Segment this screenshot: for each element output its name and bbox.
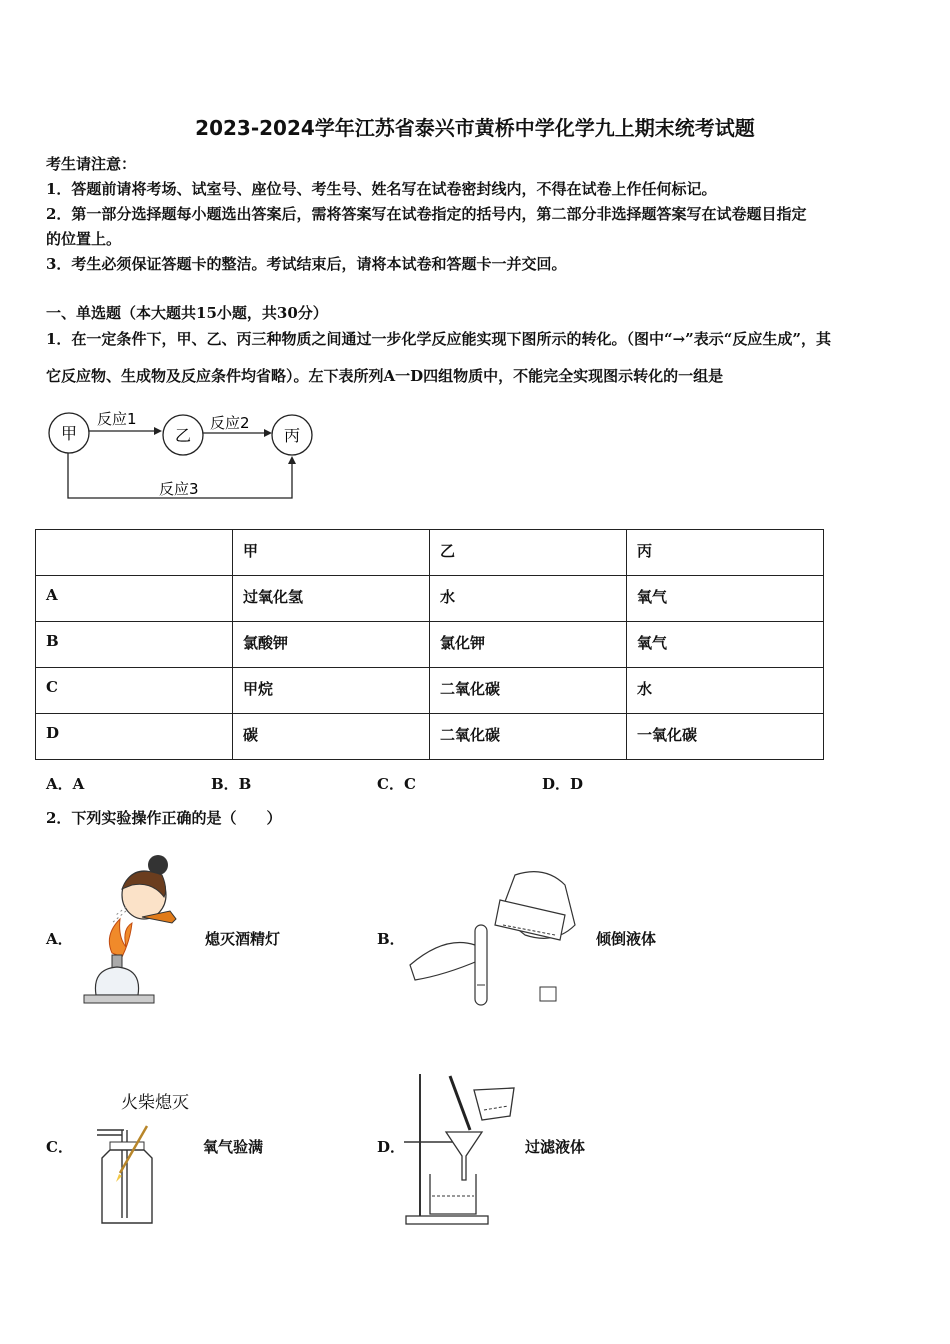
q2-option-b-caption: 倾倒液体 xyxy=(596,930,657,948)
table-cell: A xyxy=(36,576,233,622)
q1-option-a[interactable]: A．A xyxy=(46,775,85,793)
q2-stem: 2．下列实验操作正确的是（ ） xyxy=(46,809,282,827)
table-row xyxy=(36,714,824,760)
q1-option-c[interactable]: C．C xyxy=(377,775,416,793)
table-cell: 氧气 xyxy=(627,622,824,668)
notice-item: 3．考生必须保证答题卡的整洁。考试结束后，请将本试卷和答题卡一并交回。 xyxy=(46,255,567,273)
table-cell: 氧气 xyxy=(627,576,824,622)
node-bing: 丙 xyxy=(283,426,301,445)
page-title: 2023-2024学年江苏省泰兴市黄桥中学化学九上期末统考试题 xyxy=(195,116,755,140)
test-tube xyxy=(475,925,487,1005)
q1-option-b[interactable]: B．B xyxy=(211,775,252,793)
table-cell: 二氧化碳 xyxy=(430,668,627,714)
lamp-base xyxy=(84,995,154,1003)
label-r1: 反应1 xyxy=(97,410,137,428)
arrowhead-2 xyxy=(264,429,272,437)
table-cell: B xyxy=(36,622,233,668)
q2-option-c-note: 火柴熄灭 xyxy=(121,1093,189,1113)
lamp-body xyxy=(95,967,138,995)
table-cell: 甲 xyxy=(233,530,430,576)
match-tip xyxy=(116,1174,122,1182)
stand-base xyxy=(406,1216,488,1224)
node-yi: 乙 xyxy=(174,426,192,445)
q1-stem-line1: 1．在一定条件下，甲、乙、丙三种物质之间通过一步化学反应能实现下图所示的转化。（图中“→”表示“反应生成”，其 xyxy=(46,330,832,348)
label-r2: 反应2 xyxy=(210,414,250,432)
table-cell: C xyxy=(36,668,233,714)
q1-table xyxy=(35,529,824,760)
table-cell: 甲烷 xyxy=(233,668,430,714)
pouring-illustration xyxy=(405,855,590,1015)
q2-option-c-caption: 氧气验满 xyxy=(203,1138,264,1156)
table-cell: 二氧化碳 xyxy=(430,714,627,760)
table-cell: 氯酸钾 xyxy=(233,622,430,668)
filtration-illustration xyxy=(400,1070,525,1230)
table-header-row xyxy=(36,530,824,576)
alcohol-lamp-illustration xyxy=(72,845,197,1010)
gas-bottle-illustration xyxy=(92,1118,162,1228)
arrowhead-3 xyxy=(288,456,296,464)
table-row xyxy=(36,668,824,714)
label-r3: 反应3 xyxy=(159,480,199,498)
section-heading: 一、单选题（本大题共15小题，共30分） xyxy=(46,304,328,322)
bottle-neck xyxy=(110,1142,144,1150)
node-jia: 甲 xyxy=(60,424,78,443)
bottle-stopper xyxy=(540,987,556,1001)
table-cell: 水 xyxy=(627,668,824,714)
pouring-beaker xyxy=(474,1088,514,1120)
notice-item: 2．第一部分选择题每小题选出答案后，需将答案写在试卷指定的括号内，第二部分非选择题答案写在试卷题目指定 xyxy=(46,205,807,223)
table-cell: 过氧化氢 xyxy=(233,576,430,622)
table-cell: 氯化钾 xyxy=(430,622,627,668)
q2-option-b-letter[interactable]: B． xyxy=(377,930,405,948)
glass-rod xyxy=(450,1076,470,1130)
q1-option-d[interactable]: D．D xyxy=(542,775,584,793)
receiving-beaker xyxy=(430,1174,476,1214)
arrowhead-1 xyxy=(154,427,162,435)
breath-line xyxy=(116,907,126,915)
table-cell: 一氧化碳 xyxy=(627,714,824,760)
notice-item: 的位置上。 xyxy=(46,230,122,248)
q1-stem-line2: 它反应物、生成物及反应条件均省略）。左下表所列A一D四组物质中，不能完全实现图示转化的一组是 xyxy=(46,367,724,385)
filter-funnel xyxy=(446,1132,482,1180)
q2-option-a-letter[interactable]: A． xyxy=(46,930,73,948)
q2-option-d-letter[interactable]: D． xyxy=(377,1138,406,1156)
table-cell: D xyxy=(36,714,233,760)
table-row xyxy=(36,622,824,668)
reaction-diagram xyxy=(40,400,330,505)
q2-option-c-letter[interactable]: C． xyxy=(46,1138,73,1156)
notice-item: 1．答题前请将考场、试室号、座位号、考生号、姓名写在试卷密封线内，不得在试卷上作任何标记。 xyxy=(46,180,717,198)
q2-option-a-caption: 熄灭酒精灯 xyxy=(205,930,281,948)
table-cell: 丙 xyxy=(627,530,824,576)
holding-hand xyxy=(410,943,480,981)
table-cell: 碳 xyxy=(233,714,430,760)
q2-option-d-caption: 过滤液体 xyxy=(525,1138,586,1156)
notice-heading: 考生请注意： xyxy=(46,155,137,173)
flame xyxy=(109,919,132,957)
table-cell xyxy=(36,530,233,576)
table-cell: 乙 xyxy=(430,530,627,576)
table-cell: 水 xyxy=(430,576,627,622)
table-row xyxy=(36,576,824,622)
